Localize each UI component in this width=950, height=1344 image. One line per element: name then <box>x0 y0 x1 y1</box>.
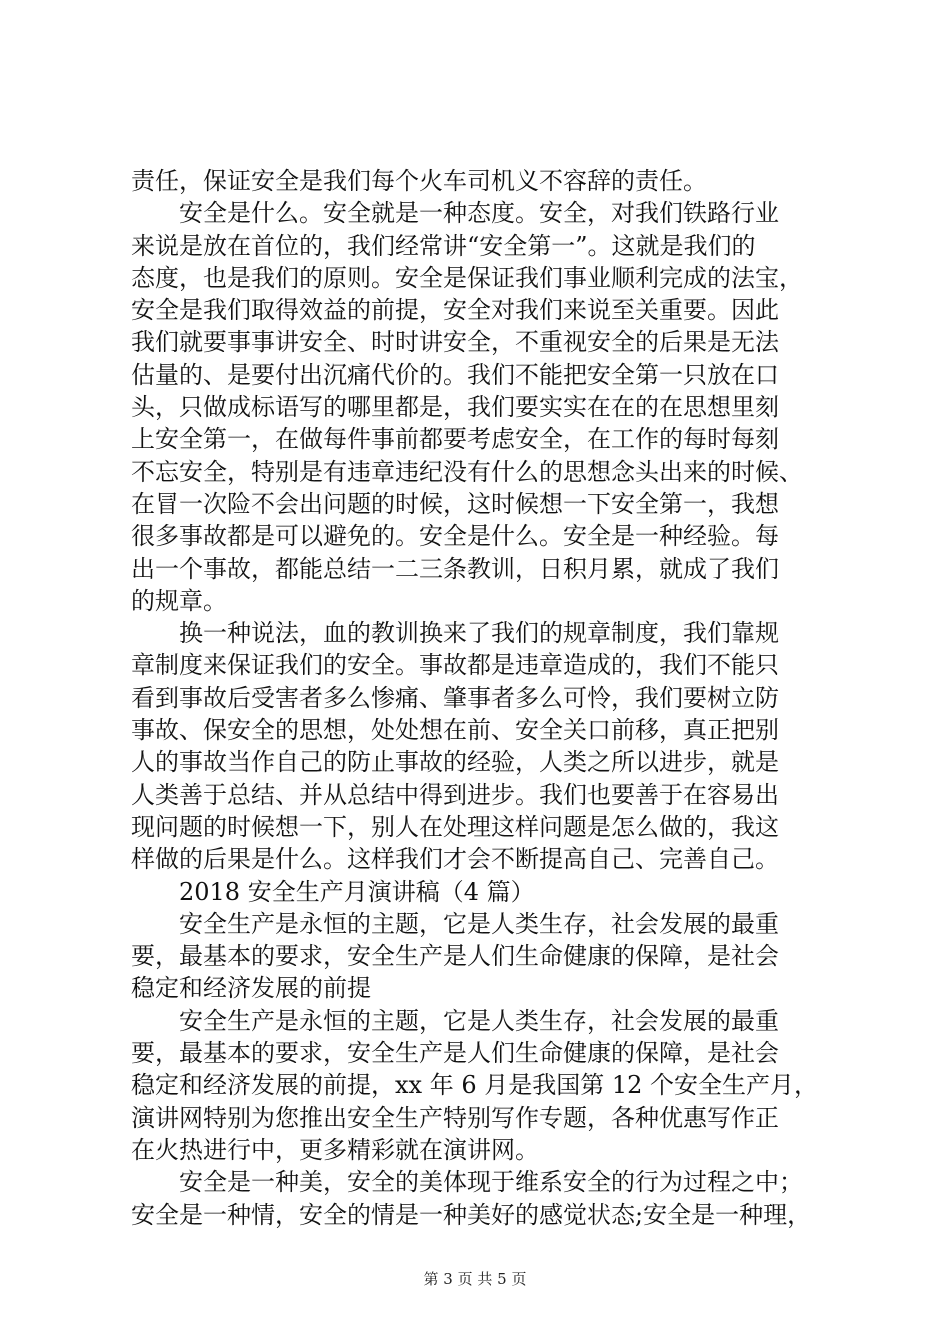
text-line: 我们就要事事讲安全、时时讲安全，不重视安全的后果是无法 <box>131 328 779 357</box>
text-line: 头，只做成标语写的哪里都是，我们要实实在在的在思想里刻 <box>131 393 779 422</box>
text-line: 态度，也是我们的原则。安全是保证我们事业顺利完成的法宝， <box>131 263 803 292</box>
text-line: 不忘安全，特别是有违章违纪没有什么的思想念头出来的时候、 <box>131 457 803 486</box>
text-line: 要，最基本的要求，安全生产是人们生命健康的保障，是社会 <box>131 942 779 971</box>
text-line: 人的事故当作自己的防止事故的经验，人类之所以进步，就是 <box>131 748 779 777</box>
text-line: 安全生产是永恒的主题，它是人类生存，社会发展的最重 <box>179 909 779 938</box>
text-line: 稳定和经济发展的前提 <box>131 974 371 1003</box>
text-line: 安全是我们取得效益的前提，安全对我们来说至关重要。因此 <box>131 296 779 325</box>
text-line: 2018 安全生产月演讲稿（4 篇） <box>179 877 535 906</box>
text-line: 现问题的时候想一下，别人在处理这样问题是怎么做的，我这 <box>131 812 779 841</box>
text-line: 人类善于总结、并从总结中得到进步。我们也要善于在容易出 <box>131 780 779 809</box>
text-line: 很多事故都是可以避免的。安全是什么。安全是一种经验。每 <box>131 522 779 551</box>
text-line: 看到事故后受害者多么惨痛、肇事者多么可怜，我们要树立防 <box>131 683 779 712</box>
text-line: 出一个事故，都能总结一二三条教训，日积月累，就成了我们 <box>131 554 779 583</box>
text-line: 章制度来保证我们的安全。事故都是违章造成的，我们不能只 <box>131 651 779 680</box>
text-line: 安全是一种美，安全的美体现于维系安全的行为过程之中； <box>179 1168 803 1197</box>
text-line: 安全是什么。安全就是一种态度。安全，对我们铁路行业 <box>179 199 779 228</box>
text-line: 在火热进行中，更多精彩就在演讲网。 <box>131 1135 539 1164</box>
text-line: 在冒一次险不会出问题的时候，这时候想一下安全第一，我想 <box>131 489 779 518</box>
text-line: 责任，保证安全是我们每个火车司机义不容辞的责任。 <box>131 167 707 195</box>
text-line: 安全是一种情，安全的情是一种美好的感觉状态;安全是一种理， <box>131 1200 812 1229</box>
text-line: 样做的后果是什么。这样我们才会不断提高自己、完善自己。 <box>131 845 779 874</box>
text-line: 演讲网特别为您推出安全生产特别写作专题，各种优惠写作正 <box>131 1103 779 1132</box>
text-line: 稳定和经济发展的前提，xx 年 6 月是我国第 12 个安全生产月， <box>131 1071 819 1100</box>
text-line: 估量的、是要付出沉痛代价的。我们不能把安全第一只放在口 <box>131 360 779 389</box>
text-line: 来说是放在首位的，我们经常讲“安全第一”。这就是我们的 <box>131 231 756 260</box>
text-line: 换一种说法，血的教训换来了我们的规章制度，我们靠规 <box>179 619 779 648</box>
document-body <box>131 165 841 1231</box>
text-line: 上安全第一，在做每件事前都要考虑安全，在工作的每时每刻 <box>131 425 779 454</box>
text-line: 要，最基本的要求，安全生产是人们生命健康的保障，是社会 <box>131 1039 779 1068</box>
text-line: 事故、保安全的思想，处处想在前、安全关口前移，真正把别 <box>131 716 779 745</box>
text-line: 的规章。 <box>131 586 227 615</box>
page-footer: 第 3 页 共 5 页 <box>423 1270 527 1288</box>
text-line: 安全生产是永恒的主题，它是人类生存，社会发展的最重 <box>179 1006 779 1035</box>
